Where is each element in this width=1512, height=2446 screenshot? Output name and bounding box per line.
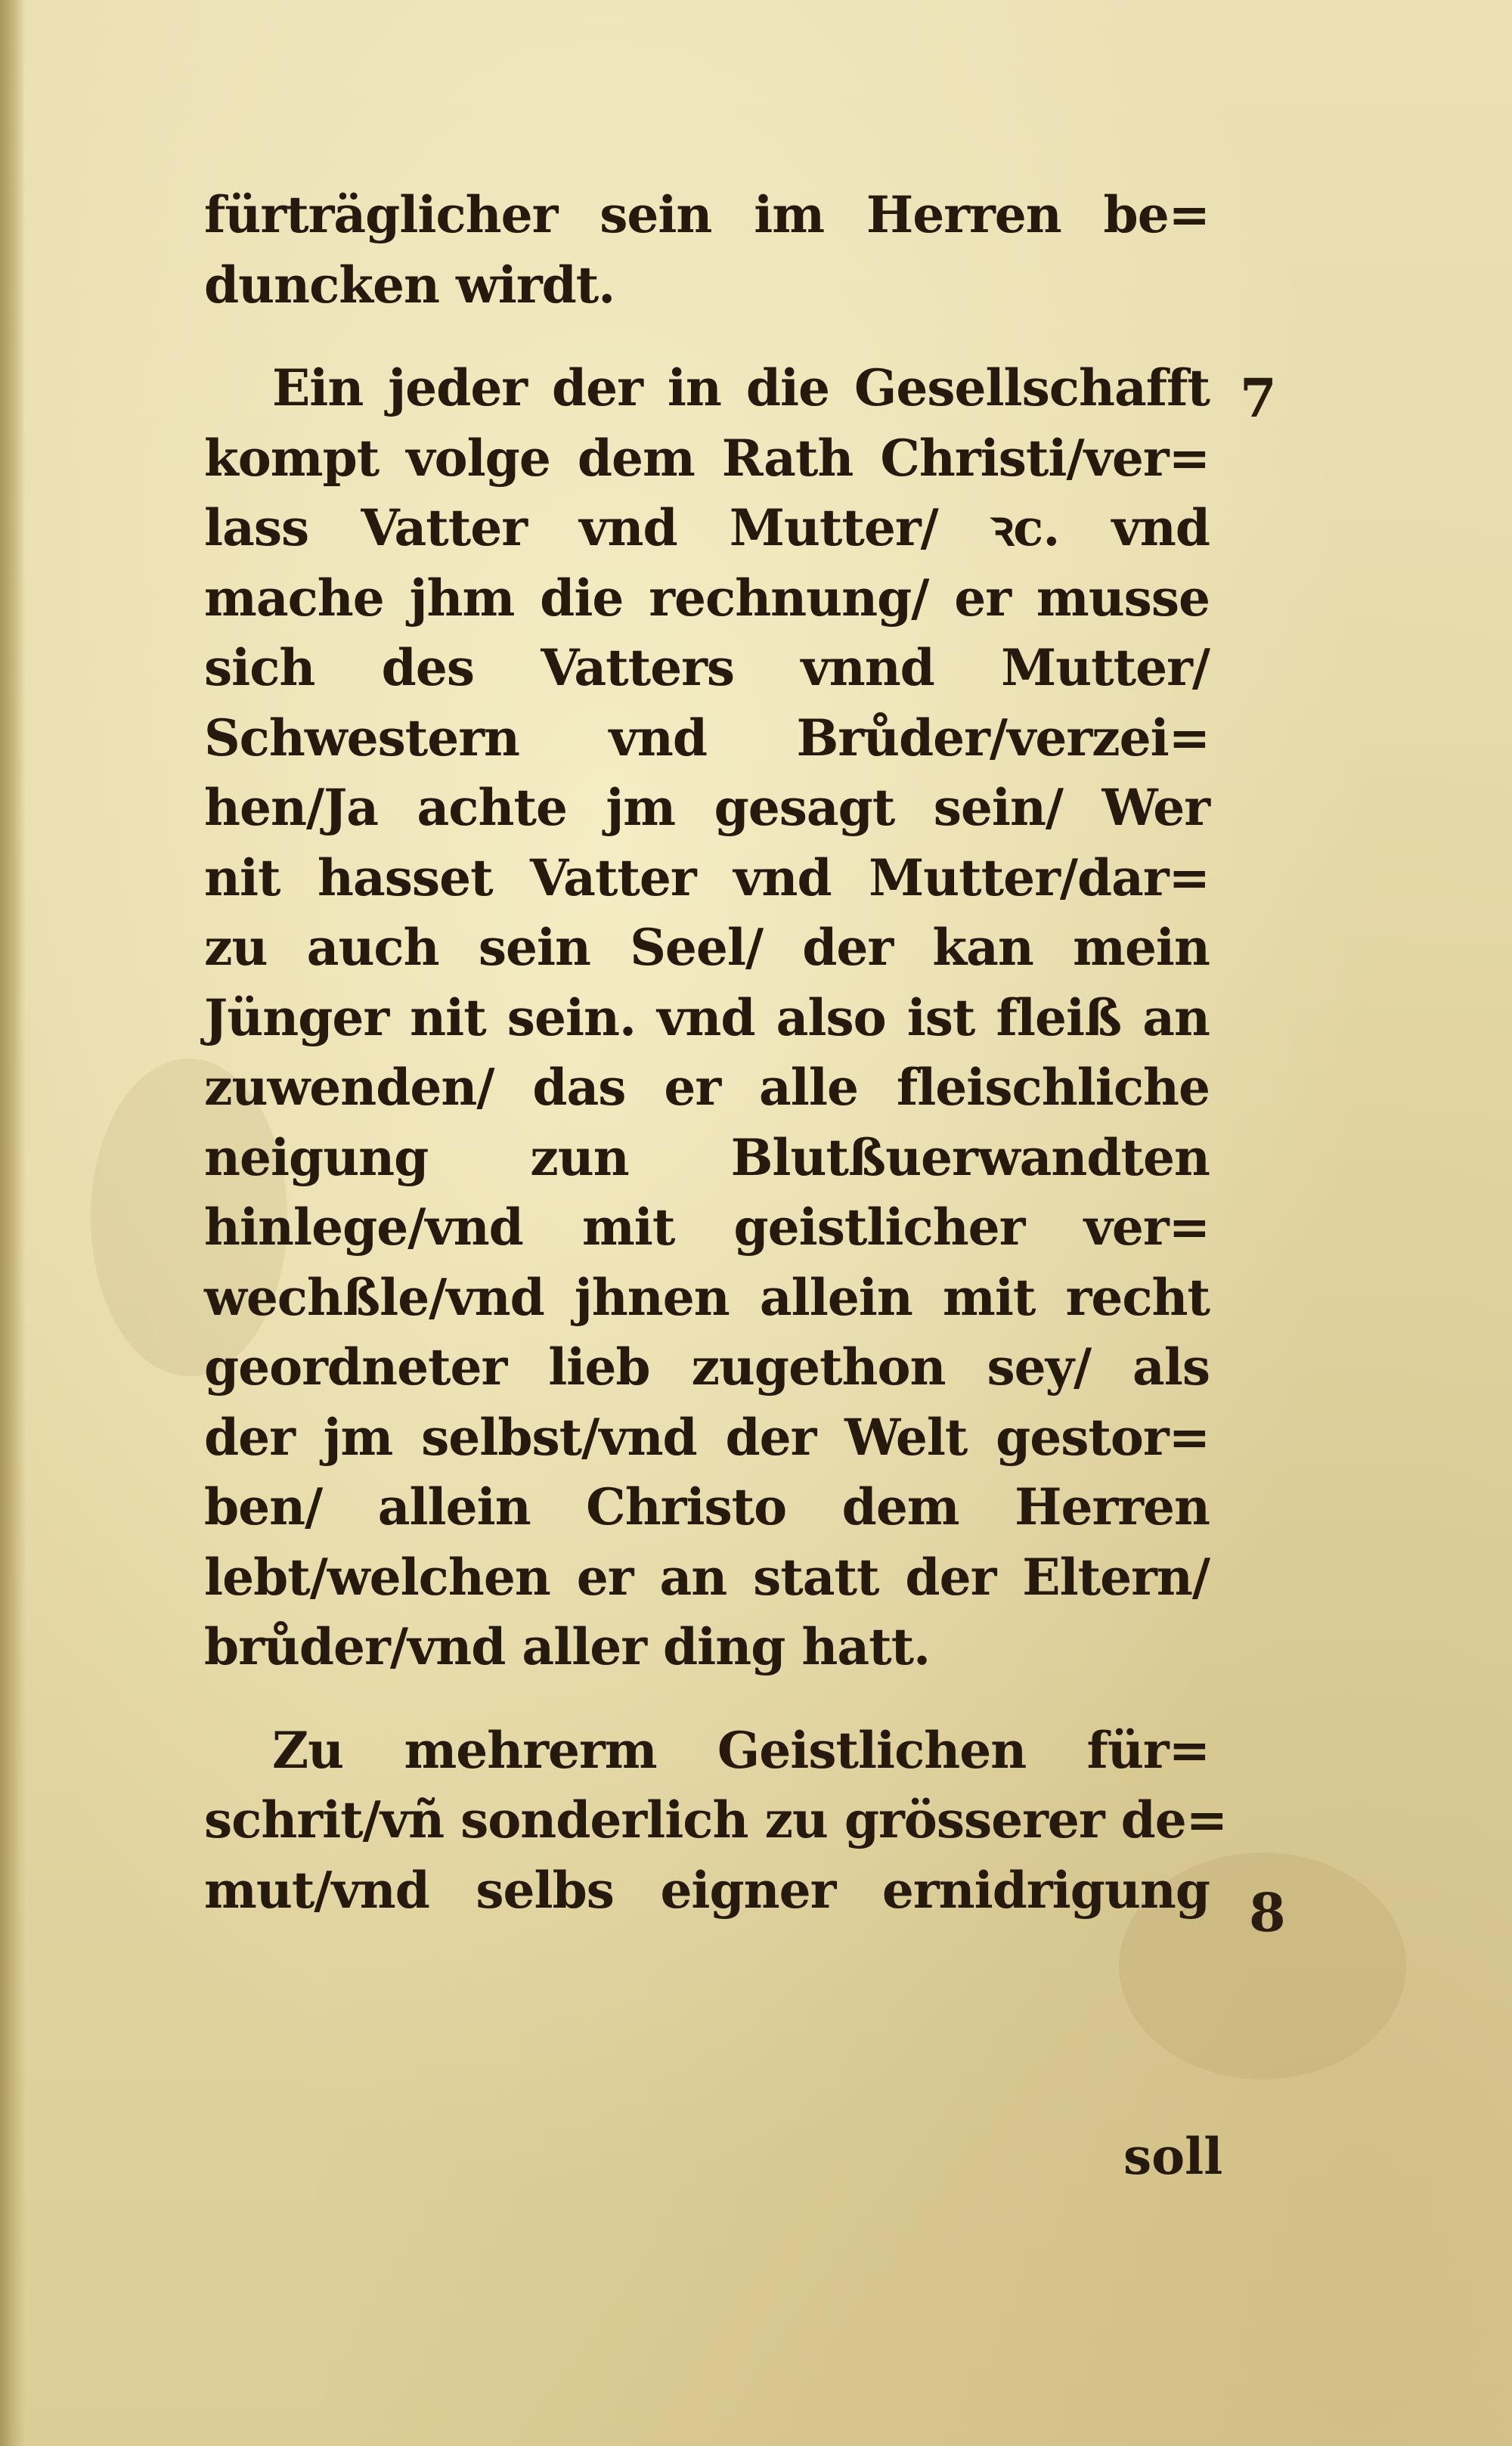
catchword: soll <box>1123 2127 1223 2186</box>
paragraph-gap <box>204 320 1210 353</box>
text-line: ben/ allein Christo dem Herren <box>204 1477 1210 1536</box>
text-line: sich des Vatters vnnd Mutter/ <box>204 638 1210 697</box>
text-line: Ein jeder der in die Gesellschafft <box>272 358 1210 417</box>
text-line: duncken wirdt. <box>204 255 615 315</box>
text-line: geordneter lieb zugethon sey/ als <box>204 1338 1210 1397</box>
text-line: der jm selbst/vnd der Welt gestor= <box>204 1407 1210 1467</box>
page-gutter-edge <box>0 0 26 2446</box>
section-number: 7 <box>1240 367 1277 429</box>
text-line: Jünger nit sein. vnd also ist fleiß an <box>204 987 1210 1047</box>
text-line: hen/Ja achte jm gesagt sein/ Wer <box>204 778 1210 837</box>
text-line: nit hasset Vatter vnd Mutter/dar= <box>204 848 1210 907</box>
text-line: fürträglicher sein im Herren be= <box>204 185 1210 244</box>
text-line: kompt volge dem Rath Christi/ver= <box>204 428 1210 488</box>
text-line: mache jhm die rechnung/ er musse <box>204 568 1210 628</box>
text-line: schrit/vñ sonderlich zu grösserer de= <box>204 1790 1228 1849</box>
text-line: neigung zun Blutßuerwandten <box>204 1127 1210 1187</box>
text-line: lebt/welchen er an statt der Eltern/ <box>204 1547 1210 1607</box>
text-line: hinlege/vnd mit geistlicher ver= <box>204 1198 1210 1257</box>
paragraph-gap <box>204 1682 1210 1716</box>
text-line: zu auch sein Seel/ der kan mein <box>204 918 1210 977</box>
text-line: zuwenden/ das er alle fleischliche <box>204 1058 1210 1117</box>
text-line: wechßle/vnd jhnen allein mit recht <box>204 1267 1210 1327</box>
text-line: mut/vnd selbs eigner ernidrigung <box>204 1860 1210 1920</box>
section-number: 8 <box>1249 1881 1286 1944</box>
text-line: Schwestern vnd Brůder/verzei= <box>204 708 1210 767</box>
text-line: lass Vatter vnd Mutter/ ꝛc. vnd <box>204 498 1210 557</box>
text-line: brůder/vnd aller ding hatt. <box>204 1617 931 1676</box>
text-block <box>204 180 1228 1925</box>
text-line: Zu mehrerm Geistlichen für= <box>272 1720 1210 1780</box>
